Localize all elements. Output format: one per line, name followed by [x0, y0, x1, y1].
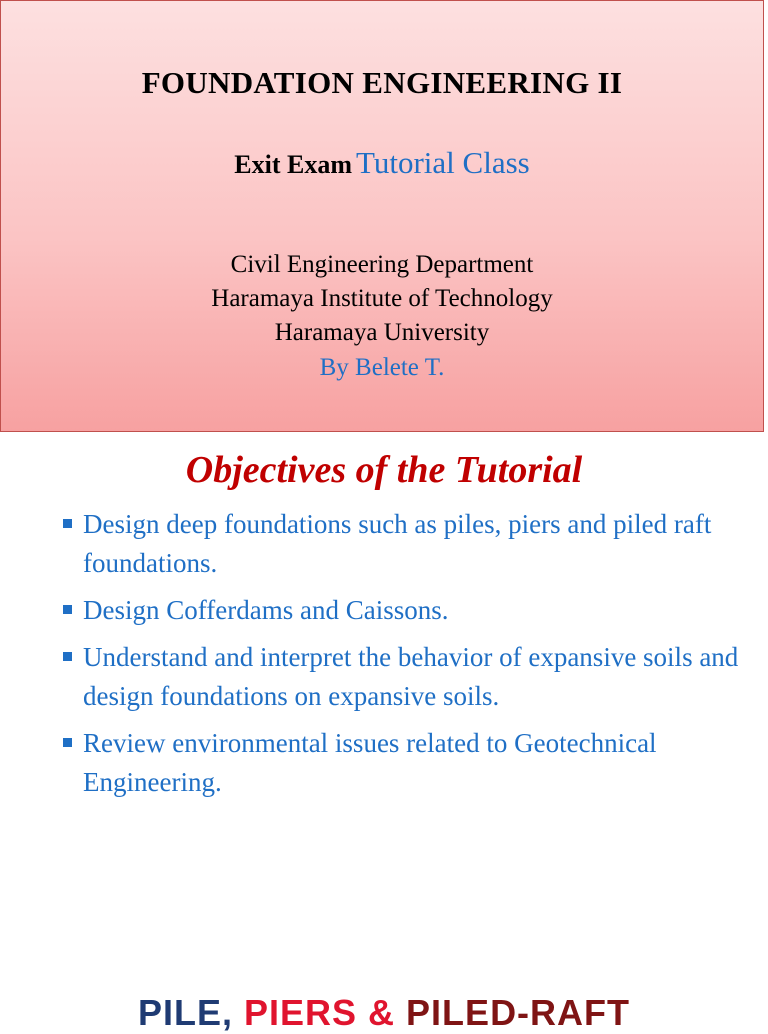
objective-item: [60, 505, 740, 583]
subtitle-tutorial-class: Tutorial Class: [356, 145, 530, 180]
square-bullet-icon: [63, 738, 72, 747]
course-title: FOUNDATION ENGINEERING II: [141, 65, 623, 100]
banner-piled-raft: PILED-RAFT: [406, 992, 631, 1033]
banner-pile: PILE,: [137, 992, 244, 1033]
objective-text: Design deep foundations such as piles, piers and piled raft foundations.: [83, 509, 712, 578]
subtitle: [1, 145, 763, 181]
objective-item: [60, 591, 740, 630]
author-line: By Belete T.: [319, 354, 445, 381]
department-line: Civil Engineering Department: [230, 251, 534, 278]
title-slide: [0, 0, 764, 432]
square-bullet-icon: [63, 519, 72, 528]
subtitle-exit-exam: Exit Exam: [234, 150, 353, 179]
objectives-heading: Objectives of the Tutorial: [185, 449, 583, 491]
section-banner: [0, 992, 768, 1034]
objective-text: Understand and interpret the behavior of expansive soils and design foundations on expansive soils.: [83, 642, 739, 711]
university-line: Haramaya University: [274, 319, 490, 346]
objective-text: Design Cofferdams and Caissons.: [83, 595, 449, 625]
objective-text: Review environmental issues related to Geotechnical Engineering.: [83, 728, 657, 797]
institute-line: Haramaya Institute of Technology: [211, 285, 553, 312]
square-bullet-icon: [63, 605, 72, 614]
objective-item: [60, 638, 740, 716]
banner-piers: PIERS &: [244, 992, 407, 1033]
objectives-list: [60, 505, 740, 810]
objective-item: [60, 724, 740, 802]
square-bullet-icon: [63, 652, 72, 661]
